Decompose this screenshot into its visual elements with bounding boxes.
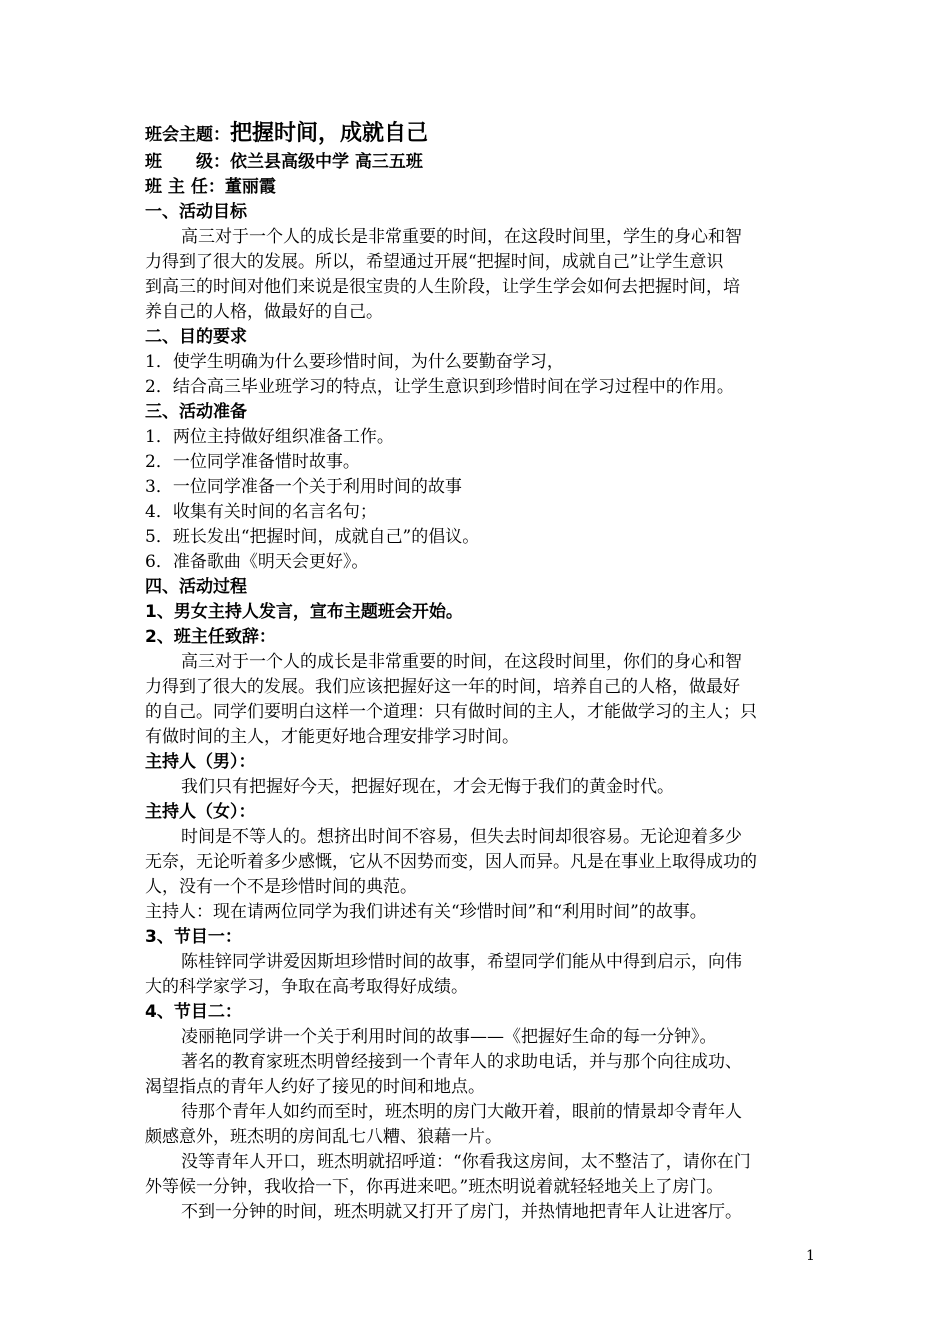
page-number: 1 — [806, 1248, 815, 1264]
class-label-b: 级： — [196, 152, 230, 172]
paragraph-line: 著名的教育家班杰明曾经接到一个青年人的求助电话，并与那个向往成功、 — [181, 1052, 742, 1072]
list-item: 6．准备歌曲《明天会更好》。 — [145, 552, 369, 572]
theme-title: 把握时间，成就自己 — [230, 121, 429, 146]
teacher-value: 董丽霞 — [224, 177, 276, 197]
paragraph-line: 力得到了很大的发展。所以，希望通过开展“把握时间，成就自己”让学生意识 — [145, 252, 724, 272]
list-item: 2．一位同学准备惜时故事。 — [145, 452, 360, 472]
paragraph-line: 的自己。同学们要明白这样一个道理：只有做时间的主人，才能做学习的主人；只 — [145, 702, 757, 722]
list-item: 1．两位主持做好组织准备工作。 — [145, 427, 394, 447]
theme-label: 班会主题： — [145, 125, 230, 145]
document-body — [145, 118, 810, 1225]
list-item: 2．结合高三毕业班学习的特点，让学生意识到珍惜时间在学习过程中的作用。 — [145, 377, 734, 397]
host-line: 主持人：现在请两位同学为我们讲述有关“珍惜时间”和“利用时间”的故事。 — [145, 902, 707, 922]
host-male-label: 主持人（男）： — [145, 752, 256, 772]
paragraph-line: 大的科学家学习，争取在高考取得好成绩。 — [145, 977, 468, 997]
step-heading: 3、节目一： — [145, 927, 242, 947]
class-row — [145, 150, 810, 175]
teacher-label: 班 主 任： — [145, 177, 225, 197]
class-value: 依兰县高级中学 高三五班 — [230, 152, 423, 172]
host-female-label: 主持人（女）： — [145, 802, 256, 822]
paragraph-line: 力得到了很大的发展。我们应该把握好这一年的时间，培养自己的人格，做最好 — [145, 677, 740, 697]
paragraph-line: 无奈，无论听着多少感慨，它从不因势而变，因人而异。凡是在事业上取得成功的 — [145, 852, 757, 872]
paragraph-line: 颇感意外，班杰明的房间乱七八糟、狼藉一片。 — [145, 1127, 502, 1147]
step-heading: 1、男女主持人发言，宣布主题班会开始。 — [145, 602, 463, 622]
paragraph-line: 人，没有一个不是珍惜时间的典范。 — [145, 877, 417, 897]
list-item: 5．班长发出“把握时间，成就自己”的倡议。 — [145, 527, 480, 547]
teacher-row — [145, 175, 810, 200]
theme-row — [145, 118, 810, 150]
list-item: 4．收集有关时间的名言名句； — [145, 502, 377, 522]
list-item: 3．一位同学准备一个关于利用时间的故事 — [145, 477, 462, 497]
section-heading: 三、活动准备 — [145, 402, 247, 422]
section-heading: 四、活动过程 — [145, 577, 247, 597]
step-heading: 4、节目二： — [145, 1002, 242, 1022]
paragraph-line: 有做时间的主人，才能更好地合理安排学习时间。 — [145, 727, 519, 747]
paragraph-line: 高三对于一个人的成长是非常重要的时间，在这段时间里，你们的身心和智 — [181, 652, 742, 672]
paragraph-line: 养自己的人格，做最好的自己。 — [145, 302, 383, 322]
paragraph-line: 渴望指点的青年人约好了接见的时间和地点。 — [145, 1077, 485, 1097]
paragraph-line: 凌丽艳同学讲一个关于利用时间的故事——《把握好生命的每一分钟》。 — [181, 1027, 717, 1047]
paragraph-line: 高三对于一个人的成长是非常重要的时间，在这段时间里，学生的身心和智 — [181, 227, 742, 247]
paragraph-line: 不到一分钟的时间，班杰明就又打开了房门，并热情地把青年人让进客厅。 — [181, 1202, 742, 1222]
section-heading: 一、活动目标 — [145, 202, 247, 222]
list-item: 1．使学生明确为什么要珍惜时间，为什么要勤奋学习， — [145, 352, 564, 372]
paragraph-line: 外等候一分钟，我收拾一下，你再进来吧。”班杰明说着就轻轻地关上了房门。 — [145, 1177, 724, 1197]
paragraph-line: 陈桂锌同学讲爱因斯坦珍惜时间的故事，希望同学们能从中得到启示，向伟 — [181, 952, 742, 972]
section-heading: 二、目的要求 — [145, 327, 247, 347]
step-heading: 2、班主任致辞： — [145, 627, 276, 647]
paragraph-line: 我们只有把握好今天，把握好现在，才会无悔于我们的黄金时代。 — [181, 777, 674, 797]
class-label-a: 班 — [145, 152, 162, 172]
paragraph-line: 时间是不等人的。想挤出时间不容易，但失去时间却很容易。无论迎着多少 — [181, 827, 742, 847]
paragraph-line: 没等青年人开口，班杰明就招呼道：“你看我这房间，太不整洁了，请你在门 — [181, 1152, 751, 1172]
paragraph-line: 待那个青年人如约而至时，班杰明的房门大敞开着，眼前的情景却令青年人 — [181, 1102, 742, 1122]
paragraph-line: 到高三的时间对他们来说是很宝贵的人生阶段，让学生学会如何去把握时间，培 — [145, 277, 740, 297]
